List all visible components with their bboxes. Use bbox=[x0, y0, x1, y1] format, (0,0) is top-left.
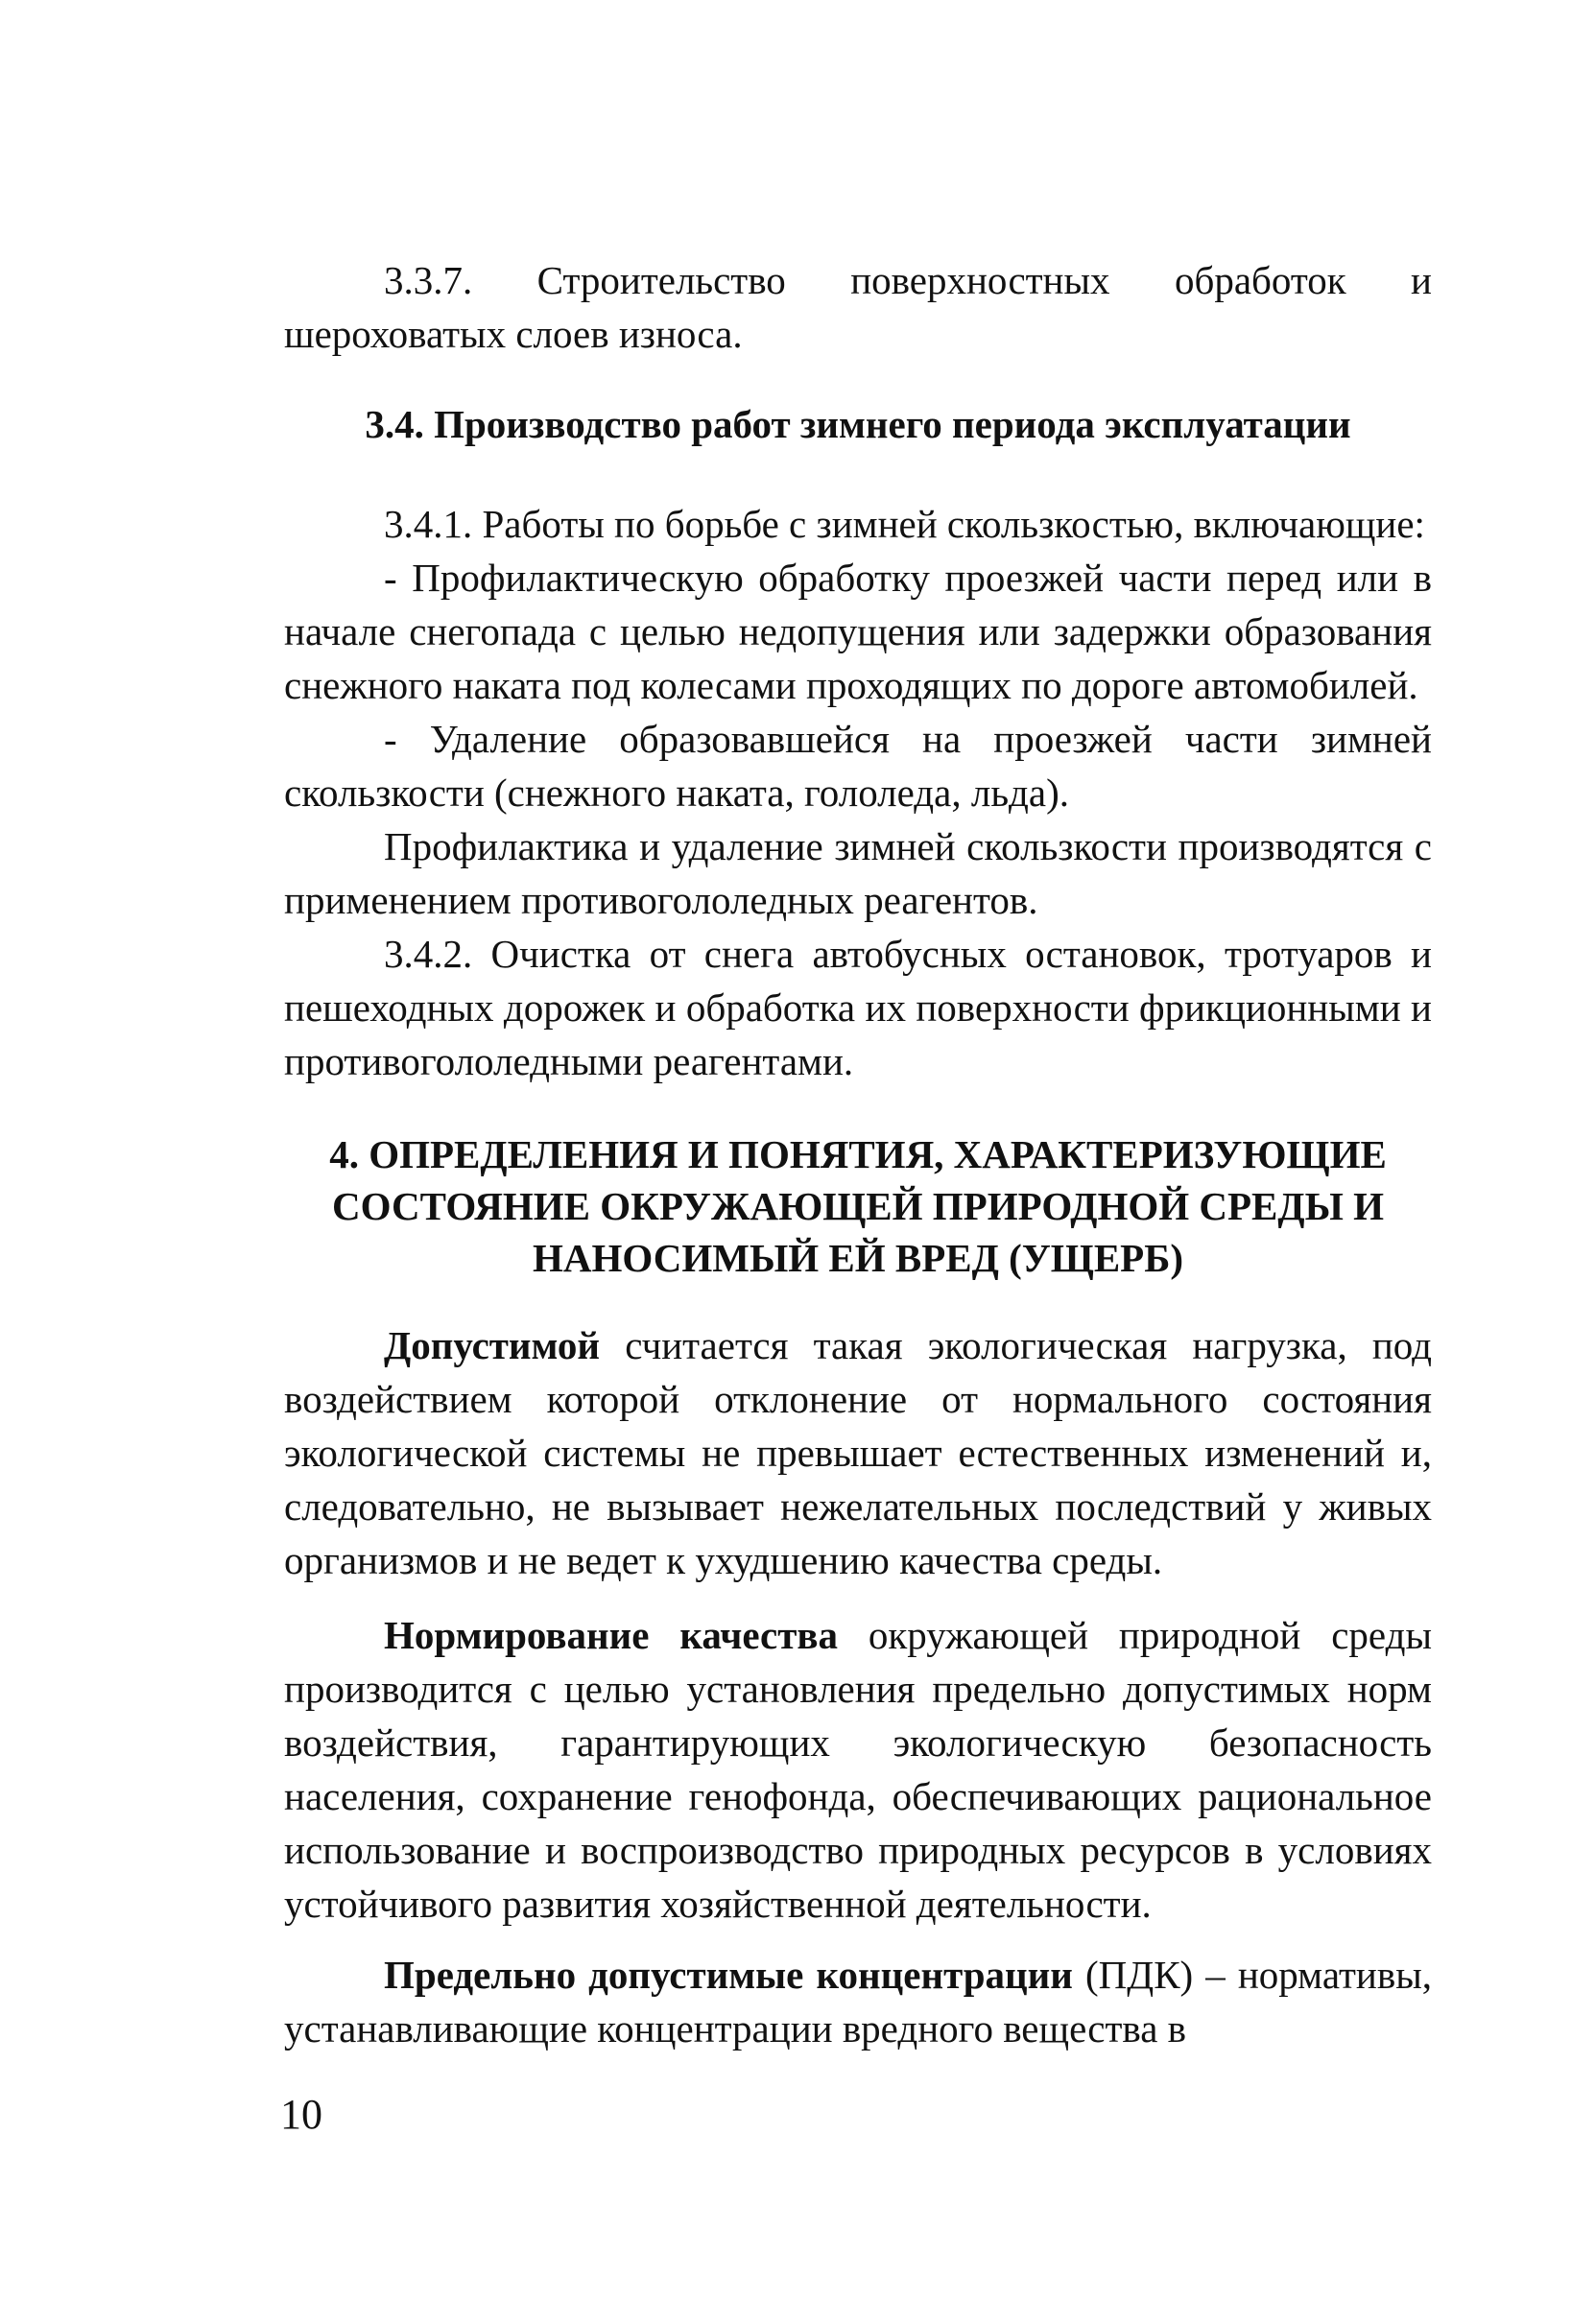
item-3-4-2-text: 3.4.2. Очистка от снега автобусных остановок, тротуаров и пешеходных дорожек и обработка их поверхности фрикционными и противогололедными реагентами. bbox=[284, 932, 1432, 1083]
paragraph-3-3-7 bbox=[284, 253, 1432, 361]
definition-permissible bbox=[284, 1318, 1432, 1587]
section-3-4-body bbox=[284, 497, 1432, 1088]
section-4-title-line-1: 4. ОПРЕДЕЛЕНИЯ И ПОНЯТИЯ, ХАРАКТЕРИЗУЮЩИЕ bbox=[329, 1132, 1387, 1176]
bullet-1-text: - Профилактическую обработку проезжей части перед или в начале снегопада с целью недопущения или задержки образования снежного наката под колесами проходящих по дороге автомобилей. bbox=[284, 556, 1432, 707]
section-4-title-line-3: НАНОСИМЫЙ ЕЙ ВРЕД (УЩЕРБ) bbox=[533, 1236, 1183, 1280]
definition-quality-rationing bbox=[284, 1608, 1432, 1931]
section-3-4-title: 3.4. Производство работ зимнего периода эксплуатации bbox=[365, 402, 1351, 446]
bullet-2-text: - Удаление образовавшейся на проезжей части зимней скользкости (снежного наката, гололеда, льда). bbox=[284, 717, 1432, 815]
definition-mpc-term: Предельно допустимые концентрации bbox=[384, 1953, 1073, 1997]
item-3-4-1-text: 3.4.1. Работы по борьбе с зимней скользкостью, включающие: bbox=[384, 502, 1425, 546]
section-4-title bbox=[284, 1128, 1432, 1284]
definition-quality-rationing-body: окружающей природной среды производится с целью установления предельно допустимых норм воздействия, гарантирующих экологическую безопасность населения, сохранение генофонда, обеспечивающих рациональное использование и воспроизводство природных ресурсов в условиях устойчивого развития хозяйственной деятельности. bbox=[284, 1613, 1432, 1926]
definition-quality-rationing-text bbox=[284, 1608, 1432, 1931]
item-3-3-7-text: 3.3.7. Строительство поверхностных обработок и шероховатых слоев износа. bbox=[284, 258, 1432, 356]
definition-mpc-body: (ПДК) – нормативы, устанавливающие концентрации вредного вещества в bbox=[284, 1953, 1432, 2051]
page-number: 10 bbox=[280, 2091, 322, 2138]
definition-permissible-term: Допустимой bbox=[384, 1323, 601, 1367]
definition-mpc-text bbox=[284, 1948, 1432, 2055]
definition-permissible-text bbox=[284, 1318, 1432, 1587]
section-4-title-line-2: СОСТОЯНИЕ ОКРУЖАЮЩЕЙ ПРИРОДНОЙ СРЕДЫ И bbox=[331, 1184, 1385, 1228]
definition-permissible-body: считается такая экологическая нагрузка, под воздействием которой отклонение от нормального состояния экологической системы не превышает естественных изменений и, следовательно, не вызывает нежелательных последствий у живых организмов и не ведет к ухудшению качества среды. bbox=[284, 1323, 1432, 1582]
definition-mpc bbox=[284, 1948, 1432, 2055]
note-text: Профилактика и удаление зимней скользкости производятся с применением противогололедных реагентов. bbox=[284, 824, 1432, 922]
definition-quality-rationing-term: Нормирование качества bbox=[384, 1613, 839, 1657]
